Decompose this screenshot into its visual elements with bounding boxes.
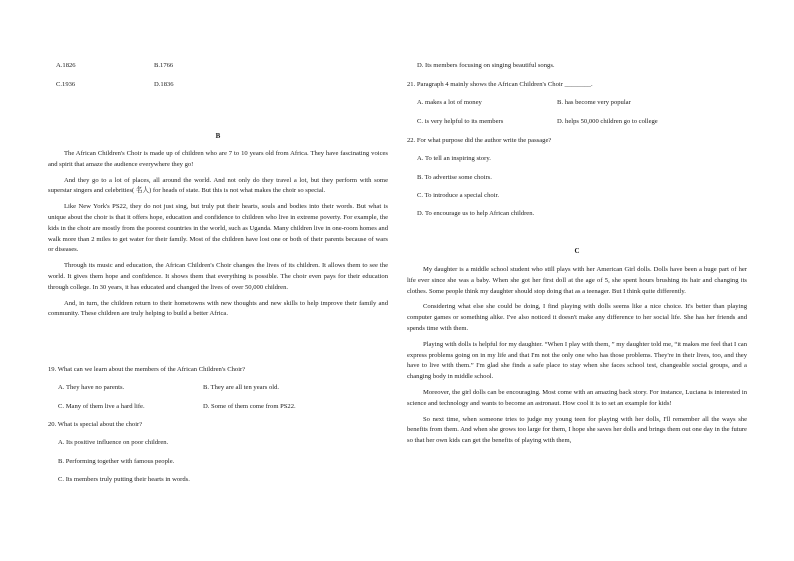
passage-b: [48, 149, 388, 325]
passage-b-paragraph: Through its music and education, the African Children's Choir changes the lives of its children. It allows them to see the world. It gives them hope and confidence. It shows them that everything is possible. The choir even pays for their education through college. In 30 years, it has educated and changed the lives of over 50,000 children.: [48, 262, 388, 291]
q20-stem: 20. What is special about the choir?: [48, 421, 143, 428]
passage-c-paragraph: Considering what else she could be doing, I find playing with dolls seems like a nice choice. It's better than playing computer games or something alike. I've also noticed it doesn't make any difference to her social life. She has her friends and spends time with them.: [407, 303, 747, 332]
q18-option-b: B.1766: [154, 62, 174, 69]
q18-option-c: C.1936: [56, 80, 76, 88]
q20-option-b: B. Performing together with famous people.: [58, 457, 175, 465]
passage-c-paragraph: So next time, when someone tries to judge my young teen for playing with her dolls, I'll remember all the ways she benefits from them. And when she grows too large for them, I hope she saves her dolls and brings them out one day in the future so that her own kids can get the benefits of playing with them,: [407, 415, 747, 445]
question-19: [48, 365, 388, 412]
passage-c: [407, 265, 747, 452]
q22-option-b: B. To advertise some choirs.: [417, 173, 492, 181]
q22-option-a: A. To tell an inspiring story.: [417, 155, 491, 163]
q22-stem: 22. For what purpose did the author write the passage?: [407, 137, 552, 144]
q20-option-c: C. Its members truly putting their hearts in words.: [58, 475, 190, 483]
question-22: [407, 136, 747, 220]
passage-c-paragraph: Moreover, the girl dolls can be encouraging. Most come with an amazing back story. For instance, Luciana is interested in science and technology and wants to become an astronaut. How cool it is to set an example for kids!: [407, 388, 747, 407]
question-20: [48, 420, 388, 486]
q21-option-c: C. is very helpful to its members: [417, 117, 504, 125]
q18-options: [56, 61, 396, 91]
q20-option-a: A. Its positive influence on poor children.: [58, 439, 169, 447]
q22-option-d: D. To encourage us to help African children.: [417, 210, 535, 218]
passage-b-paragraph: The African Children's Choir is made up of children who are 7 to 10 years old from Africa. They have fascinating voices and spirit that amaze the audience everywhere they go!: [48, 150, 388, 168]
passage-c-paragraph: My daughter is a middle school student who still plays with her American Girl dolls. Dolls have been a huge part of her life ever since she was a baby. When she got her first doll at the age of 5, she spent hours brushing its hair and changing its clothes. Some people think my daughter should stop doing that as a teenager. But I think quite differently.: [407, 266, 747, 295]
q21-stem: 21. Paragraph 4 mainly shows the African Children's Choir ________.: [407, 81, 593, 88]
question-21: [407, 80, 747, 127]
passage-b-paragraph: Like New York's PS22, they do not just sing, but truly put their hearts, souls and bodies into their words. But what is unique about the choir is that it offers hope, education and confidence to children who live in extreme poverty. For example, the kids in the choir are mostly from the poorest countries in the world, such as Uganda. Many children live in one-room homes and walk more than 2 miles to get water for their family. Most of the children have lost one or both of their parents because of wars or diseases.: [48, 203, 388, 254]
q19-option-c: C. Many of them live a hard life.: [58, 402, 145, 410]
q19-stem: 19. What can we learn about the members of the African Children's Choir?: [48, 366, 246, 373]
section-c-title: C: [574, 247, 580, 255]
q22-option-c: C. To introduce a special choir.: [417, 191, 499, 199]
q19-option-d: D. Some of them come from PS22.: [203, 402, 296, 410]
q18-option-d: D.1836: [154, 80, 174, 88]
q21-option-a: A. makes a lot of money: [417, 99, 482, 107]
q19-option-b: B. They are all ten years old.: [203, 384, 280, 392]
q19-option-a: A. They have no parents.: [58, 384, 125, 392]
section-b-title: B: [215, 132, 221, 140]
q21-option-d: D. helps 50,000 children go to college: [557, 117, 658, 125]
passage-c-paragraph: Playing with dolls is helpful for my daughter. “When I play with them, ” my daughter told me, “it makes me feel that I can express problems going on in my life and that I'm not the only one who has those problems. They're in their lives, too, and they have to live with them.” I'm glad she finds a safe place to stay when she faces school test, changeable social groups, and a changing body in middle school.: [407, 340, 747, 381]
q18-option-a: A.1826: [56, 62, 76, 69]
passage-b-paragraph: And they go to a lot of places, all around the world. And not only do they travel a lot, but they perform with some superstar singers and celebrities( 名人) for heads of state. But this is not what makes the choir so special.: [48, 176, 388, 195]
q21-option-b: B. has become very popular: [557, 99, 631, 107]
q20-option-d: D. Its members focusing on singing beautiful songs.: [417, 62, 555, 69]
passage-b-paragraph: And, in turn, the children return to their hometowns with new thoughts and new skills to help improve their family and community. These children are truly helping to build a better Africa.: [48, 299, 388, 318]
